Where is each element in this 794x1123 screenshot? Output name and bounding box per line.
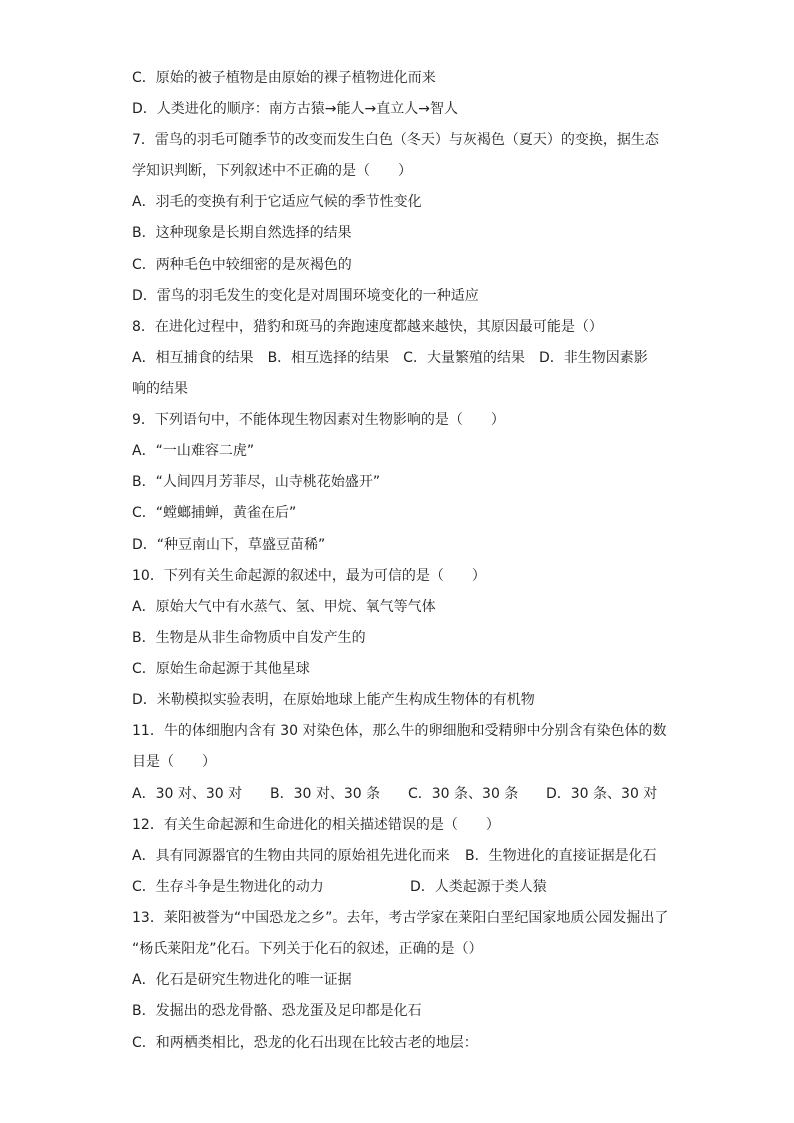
option-d-q7: D．雷鸟的羽毛发生的变化是对周围环境变化的一种适应 xyxy=(132,288,479,304)
option-c-q7: C．两种毛色中较细密的是灰褐色的 xyxy=(132,257,352,273)
question-7-stem: 7．雷鸟的羽毛可随季节的改变而发生白色（冬天）与灰褐色（夏天）的变换，据生态 xyxy=(132,132,659,148)
option-b-q9: B．“人间四月芳菲尽，山寺桃花始盛开” xyxy=(132,474,381,490)
question-10-stem: 10．下列有关生命起源的叙述中，最为可信的是（ ） xyxy=(132,568,486,584)
option-b-q7: B．这种现象是长期自然选择的结果 xyxy=(132,225,352,241)
question-8-options-cont: 响的结果 xyxy=(132,381,188,397)
question-13-stem-cont: “杨氏莱阳龙”化石。下列关于化石的叙述，正确的是（） xyxy=(132,941,483,957)
question-11-options xyxy=(132,784,662,804)
question-9-stem: 9．下列语句中，不能体现生物因素对生物影响的是（ ） xyxy=(132,412,505,428)
question-12-options-row1 xyxy=(132,846,662,866)
option-c-q9: C．“螳螂捕蝉，黄雀在后” xyxy=(132,505,297,521)
question-8-stem: 8．在进化过程中，猎豹和斑马的奔跑速度都越来越快，其原因最可能是（） xyxy=(132,319,603,335)
question-12-stem: 12．有关生命起源和生命进化的相关描述错误的是（ ） xyxy=(132,817,500,833)
option-d-q10: D．米勒模拟实验表明，在原始地球上能产生构成生物体的有机物 xyxy=(132,692,535,708)
option-c-q12: C．生存斗争是生物进化的动力 xyxy=(132,879,324,895)
option-a-q13: A．化石是研究生物进化的唯一证据 xyxy=(132,972,352,988)
option-d-q12: D．人类起源于类人猿 xyxy=(410,879,547,895)
question-11-stem: 11．牛的体细胞内含有 30 对染色体，那么牛的卵细胞和受精卵中分别含有染色体的数 xyxy=(132,723,667,739)
option-c-q11: C．30 条、30 条 xyxy=(408,786,519,802)
option-d-q6: D．人类进化的顺序：南方古猿→能人→直立人→智人 xyxy=(132,101,458,117)
option-a-q10: A．原始大气中有水蒸气、氢、甲烷、氧气等气体 xyxy=(132,599,436,615)
option-a-q12: A．具有同源器官的生物由共同的原始祖先进化而来 xyxy=(132,848,450,864)
option-a-q9: A．“一山难容二虎” xyxy=(132,443,255,459)
question-12-options-row2 xyxy=(132,877,662,897)
question-8-options: A．相互捕食的结果 B．相互选择的结果 C．大量繁殖的结果 D．非生物因素影 xyxy=(132,350,648,366)
option-c-q6: C．原始的被子植物是由原始的裸子植物进化而来 xyxy=(132,70,436,86)
option-a-q7: A．羽毛的变换有利于它适应气候的季节性变化 xyxy=(132,194,422,210)
option-b-q10: B．生物是从非生命物质中自发产生的 xyxy=(132,630,366,646)
question-11-stem-cont: 目是（ ） xyxy=(132,754,216,770)
option-d-q11: D．30 条、30 对 xyxy=(546,786,658,802)
question-7-stem-cont: 学知识判断，下列叙述中不正确的是（ ） xyxy=(132,163,412,179)
option-c-q13: C．和两栖类相比，恐龙的化石出现在比较古老的地层： xyxy=(132,1035,478,1051)
option-b-q13: B．发掘出的恐龙骨骼、恐龙蛋及足印都是化石 xyxy=(132,1003,422,1019)
option-b-q11: B．30 对、30 条 xyxy=(270,786,381,802)
option-a-q11: A．30 对、30 对 xyxy=(132,786,243,802)
question-13-stem: 13．莱阳被誉为“中国恐龙之乡”。去年，考古学家在莱阳白垩纪国家地质公园发掘出了 xyxy=(132,910,669,926)
option-c-q10: C．原始生命起源于其他星球 xyxy=(132,661,310,677)
option-d-q9: D．“种豆南山下，草盛豆苗稀” xyxy=(132,537,326,553)
option-b-q12: B．生物进化的直接证据是化石 xyxy=(465,848,657,864)
